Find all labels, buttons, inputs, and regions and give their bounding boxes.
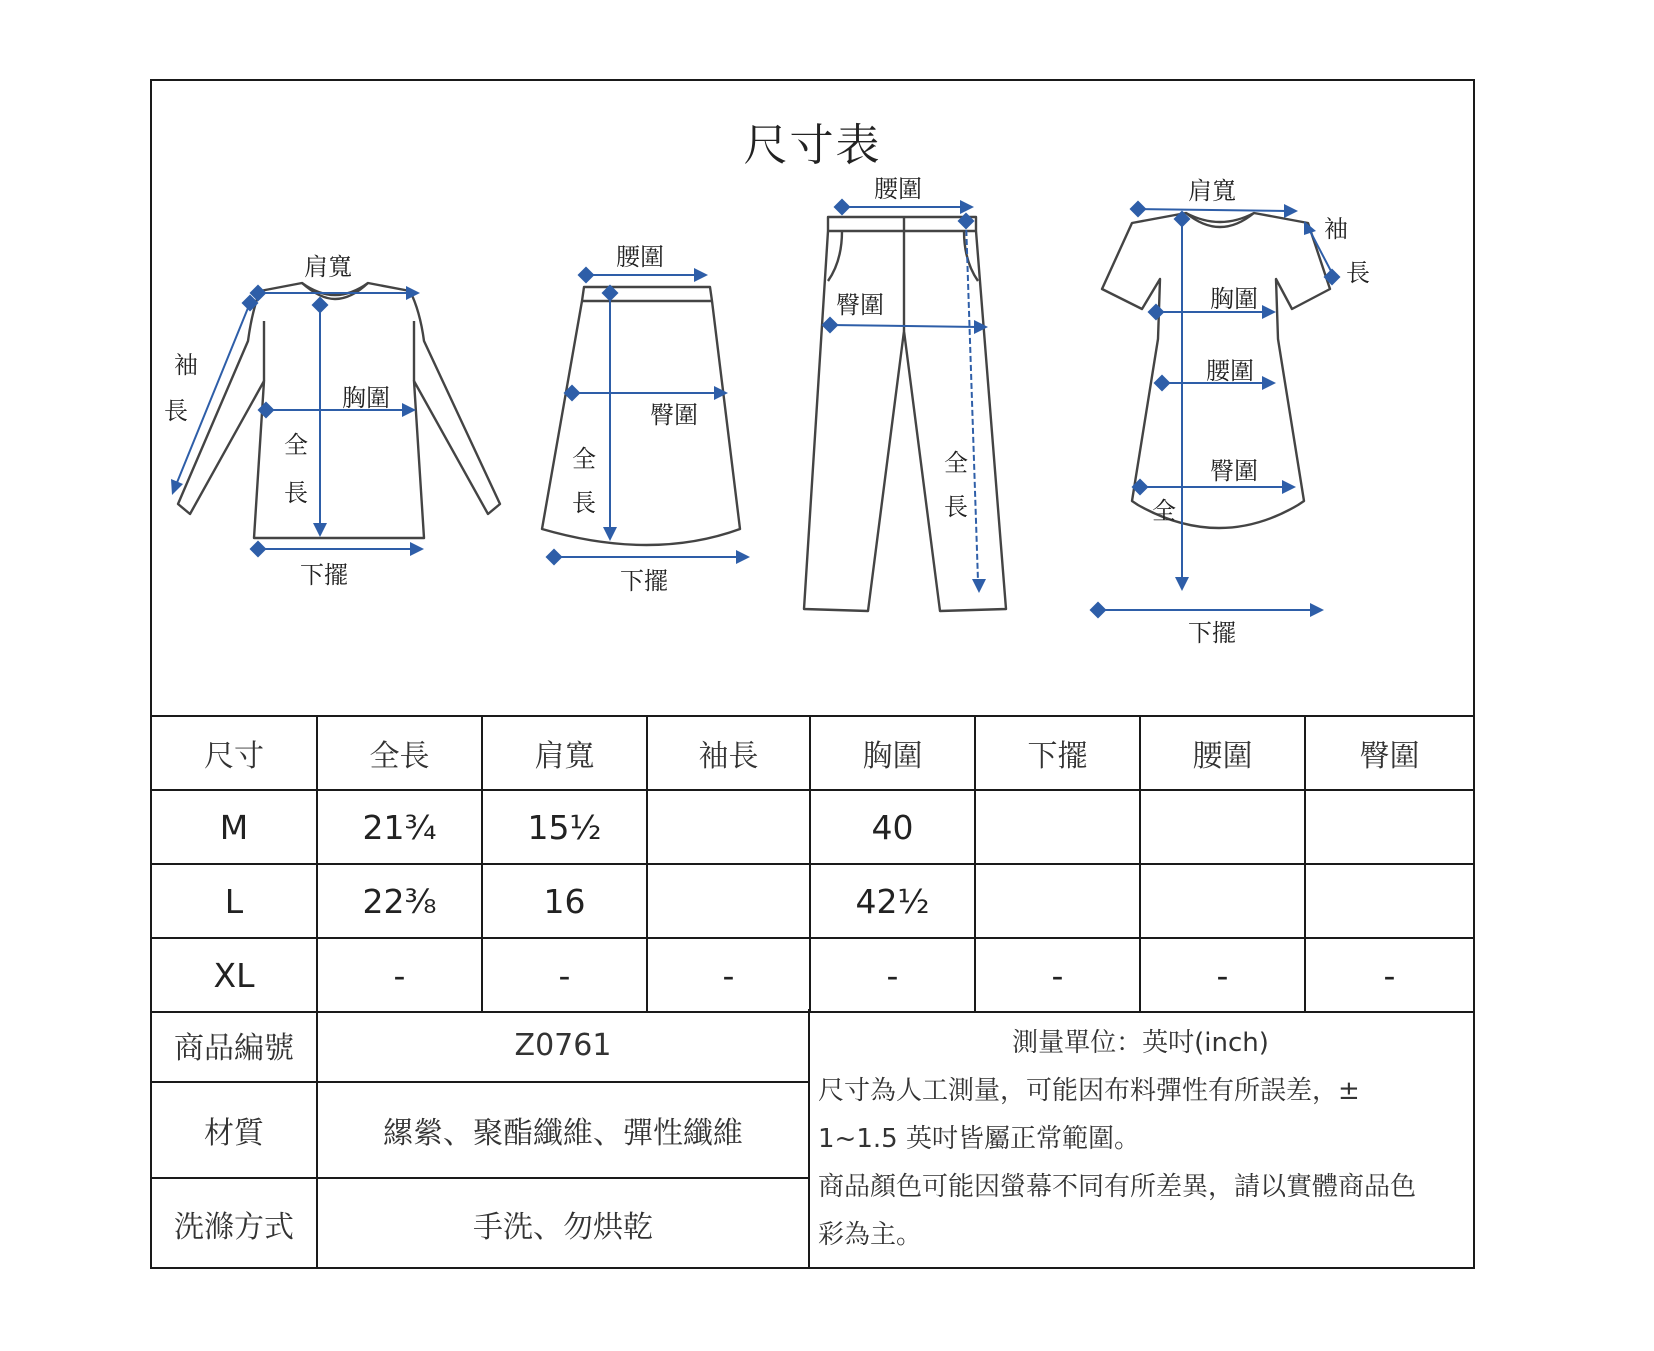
size-table-header-row — [152, 716, 1473, 790]
waist-cell — [1140, 864, 1305, 938]
sleeve-cell — [647, 790, 810, 864]
dress-shoulder-label: 肩寬 — [1188, 177, 1236, 205]
size-cell: L — [152, 864, 317, 938]
hem-cell — [975, 790, 1140, 864]
top-sleeve-label-2: 長 — [164, 397, 188, 425]
dress-chest-label: 胸圍 — [1210, 285, 1258, 313]
chest-cell: - — [810, 938, 975, 1012]
top-chest-label: 胸圍 — [342, 384, 390, 412]
skirt-hem-label: 下擺 — [620, 567, 668, 595]
top-hem-label: 下擺 — [300, 561, 348, 589]
page-title: 尺寸表 — [743, 120, 882, 171]
pants-hip-label: 臀圍 — [836, 291, 884, 319]
header-hip: 臀圍 — [1305, 716, 1473, 790]
top-length-label-1: 全 — [284, 431, 308, 459]
size-chart-frame — [150, 79, 1475, 1269]
header-size: 尺寸 — [152, 716, 317, 790]
hip-cell — [1305, 790, 1473, 864]
shoulder-cell: - — [482, 938, 647, 1012]
notes-line-3: 商品顏色可能因螢幕不同有所差異，請以實體商品色 — [818, 1172, 1417, 1202]
notes-title: 測量單位：英吋(inch) — [1012, 1028, 1269, 1058]
wash-value: 手洗、勿烘乾 — [473, 1210, 653, 1245]
length-cell: 21¾ — [317, 790, 482, 864]
skirt-hip-label: 臀圍 — [650, 401, 698, 429]
material-value: 縲縈、聚酯纖維、彈性纖維 — [383, 1116, 743, 1151]
wash-label: 洗滌方式 — [174, 1210, 294, 1245]
skirt-length-label-2: 長 — [572, 489, 596, 517]
sleeve-cell: - — [647, 938, 810, 1012]
dress-sleeve-label-2: 長 — [1346, 259, 1370, 287]
table-row — [152, 864, 1473, 938]
pants-length-label-1: 全 — [944, 449, 968, 477]
shoulder-cell: 16 — [482, 864, 647, 938]
waist-cell — [1140, 790, 1305, 864]
hem-cell — [975, 864, 1140, 938]
pants-length-label-2: 長 — [944, 493, 968, 521]
material-label: 材質 — [204, 1116, 264, 1151]
hem-cell: - — [975, 938, 1140, 1012]
chest-cell: 40 — [810, 790, 975, 864]
dress-length-label: 全 — [1152, 497, 1176, 525]
skirt-diagram — [542, 243, 750, 595]
top-shoulder-label: 肩寬 — [304, 253, 352, 281]
dress-diagram — [1090, 177, 1370, 647]
notes-line-1: 尺寸為人工測量，可能因布料彈性有所誤差，± — [818, 1076, 1360, 1106]
top-length-label-2: 長 — [284, 479, 308, 507]
product-code-label: 商品編號 — [174, 1031, 294, 1066]
product-code-value: Z0761 — [514, 1027, 612, 1063]
size-cell: M — [152, 790, 317, 864]
size-table — [152, 715, 1473, 1013]
table-row — [152, 938, 1473, 1012]
pants-waist-label: 腰圍 — [874, 175, 922, 203]
pants-diagram — [804, 175, 1006, 611]
skirt-waist-label: 腰圍 — [616, 243, 664, 271]
top-diagram — [164, 253, 500, 589]
table-row — [152, 790, 1473, 864]
shoulder-cell: 15½ — [482, 790, 647, 864]
chest-cell: 42½ — [810, 864, 975, 938]
header-hem: 下擺 — [975, 716, 1140, 790]
dress-hip-label: 臀圍 — [1210, 457, 1258, 485]
dress-hem-label: 下擺 — [1188, 619, 1236, 647]
product-info-section — [152, 1009, 1473, 1269]
notes-line-2: 1~1.5 英吋皆屬正常範圍。 — [818, 1124, 1140, 1154]
hip-cell — [1305, 864, 1473, 938]
top-sleeve-label-1: 袖 — [174, 351, 198, 379]
measurement-notes — [808, 1009, 1473, 1269]
notes-line-4: 彩為主。 — [818, 1220, 923, 1250]
header-length: 全長 — [317, 716, 482, 790]
header-waist: 腰圍 — [1140, 716, 1305, 790]
dress-waist-label: 腰圍 — [1206, 357, 1254, 385]
header-chest: 胸圍 — [810, 716, 975, 790]
dress-sleeve-label-1: 袖 — [1324, 215, 1348, 243]
header-sleeve: 袖長 — [647, 716, 810, 790]
garment-diagrams — [152, 81, 1473, 715]
skirt-length-label-1: 全 — [572, 445, 596, 473]
hip-cell: - — [1305, 938, 1473, 1012]
waist-cell: - — [1140, 938, 1305, 1012]
length-cell: 22⅜ — [317, 864, 482, 938]
length-cell: - — [317, 938, 482, 1012]
header-shoulder: 肩寬 — [482, 716, 647, 790]
sleeve-cell — [647, 864, 810, 938]
size-cell: XL — [152, 938, 317, 1012]
